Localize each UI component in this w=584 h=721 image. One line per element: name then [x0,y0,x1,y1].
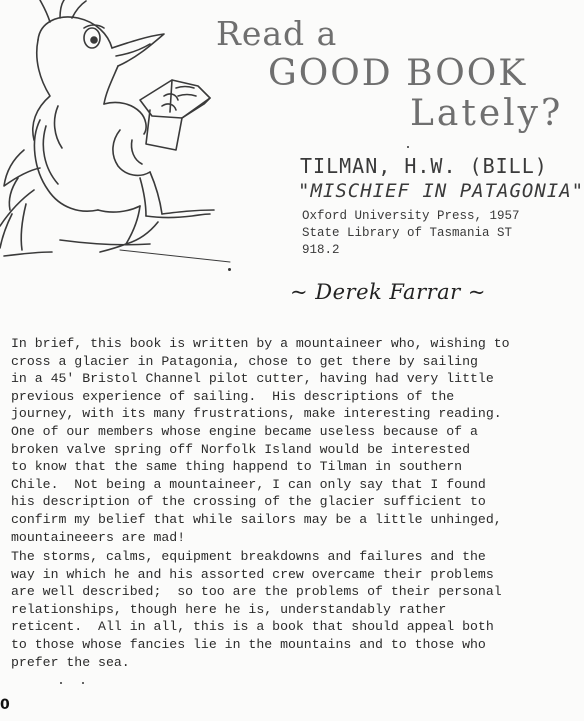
text-line: prefer the sea. [11,654,130,670]
text-line: mountaineeers are mad! [11,529,186,545]
book-author: TILMAN, H.W. (BILL) [300,154,548,178]
page-number: 0 [0,697,10,713]
text-line: in a 45' Bristol Channel pilot cutter, having had very little [11,371,494,387]
text-line: are well described; so too are the problems of their personal [11,584,502,600]
review-paragraph-1 [11,335,535,546]
stray-mark [82,682,84,684]
text-line: Chile. Not being a mountaineer, I can only say that I found [11,476,486,492]
bird-reading-illustration [0,0,235,262]
headline-line-2: GOOD BOOK [268,53,528,94]
headline-line-3: Lately? [410,93,564,134]
text-line: One of our members whose engine became useless because of a [11,423,478,439]
text-line: cross a glacier in Patagonia, chose to get there by sailing [11,353,478,369]
book-title: "MISCHIEF IN PATAGONIA" [298,180,584,202]
text-line: reticent. All in all, this is a book that should appeal both [11,619,494,635]
text-line: previous experience of sailing. His descriptions of the [11,388,455,404]
book-publisher: Oxford University Press, 1957 [302,209,520,223]
stray-mark [228,268,231,271]
text-line: relationships, though here he is, understandably rather [11,601,447,617]
headline-line-1: Read a [216,14,338,53]
text-line: his description of the crossing of the glacier sufficient to [11,494,486,510]
stray-mark [407,146,409,148]
stray-mark [60,682,62,684]
text-line: journey, with its many frustrations, make interesting reading. [11,406,502,422]
book-library: State Library of Tasmania ST [302,226,513,240]
text-line: The storms, calms, equipment breakdowns and failures and the [11,549,486,564]
book-call-number: 918.2 [302,243,340,257]
reviewer-signature: ~ Derek Farrar ~ [290,280,486,304]
text-line: broken valve spring off Norfolk Island would be interested [11,441,470,457]
text-line: to know that the same thing happend to Tilman in southern [11,459,463,475]
review-paragraph-2 [11,548,535,671]
text-line: confirm my belief that while sailors may be a little unhinged, [11,511,502,527]
text-line: way in which he and his assorted crew overcame their problems [11,566,494,582]
text-line: to those whose fancies lie in the mountains and to those who [11,636,486,652]
text-line: In brief, this book is written by a mountaineer who, wishing to [11,336,510,351]
